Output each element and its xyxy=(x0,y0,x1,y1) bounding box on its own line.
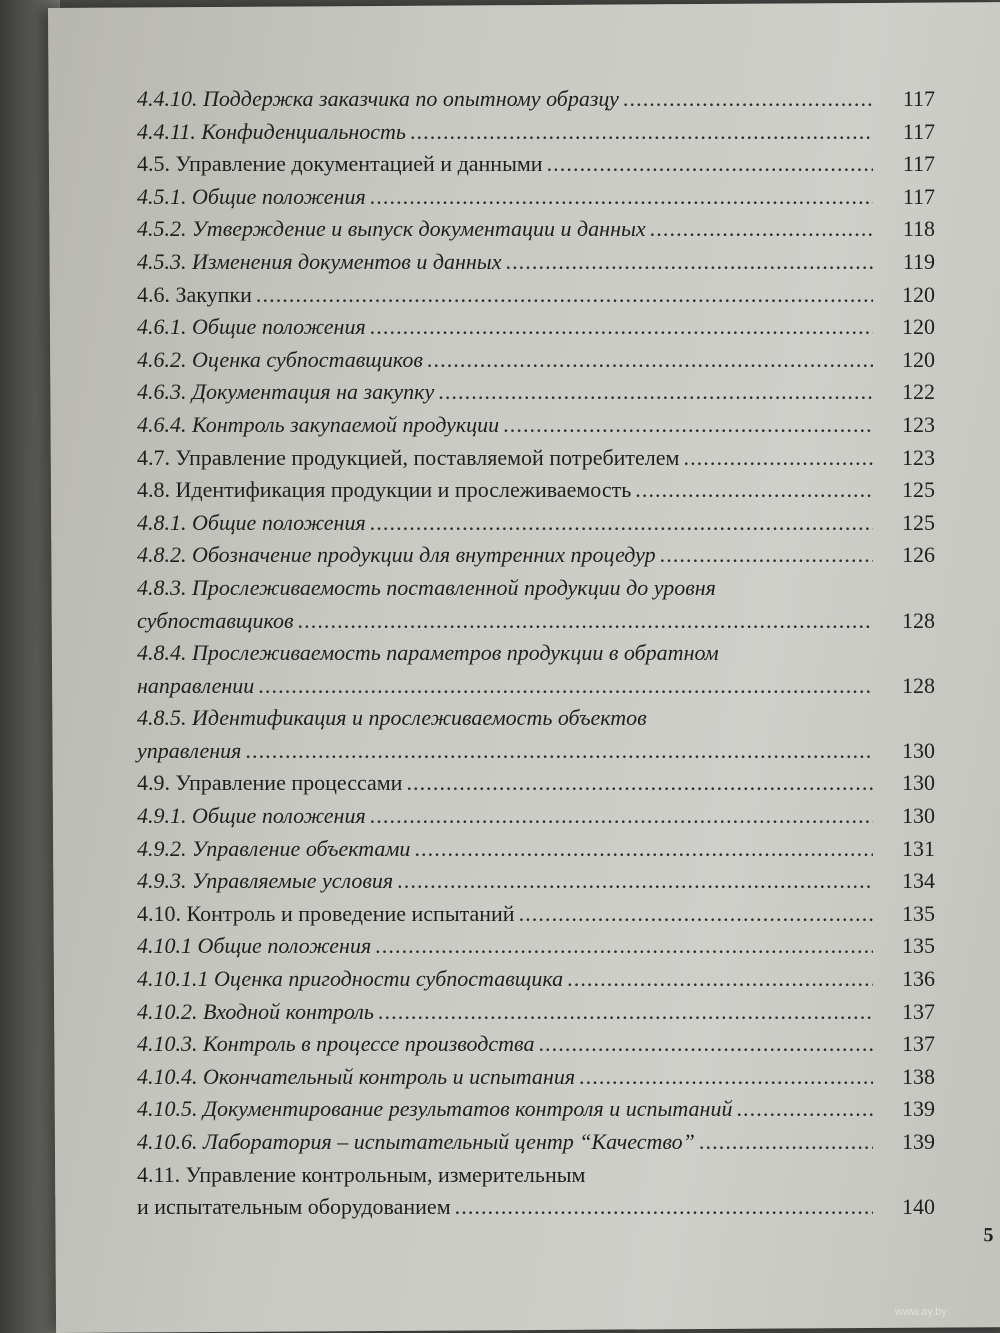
toc-entry xyxy=(137,345,937,375)
toc-entry-page: 117 xyxy=(902,151,935,177)
toc-dot-leader xyxy=(427,345,873,375)
toc-entry xyxy=(137,117,937,147)
toc-entry-page: 137 xyxy=(902,998,935,1024)
toc-entry-title: 4.5.2. Утверждение и выпуск документации и данных xyxy=(137,216,646,242)
toc-entry-title: 4.6.4. Контроль закупаемой продукции xyxy=(137,411,500,437)
watermark: www.ay.by xyxy=(895,1306,947,1318)
toc-entry xyxy=(137,866,937,896)
toc-entry xyxy=(137,899,937,929)
toc-dot-leader xyxy=(547,149,873,179)
toc-entry-page: 128 xyxy=(902,607,935,633)
toc-entry-title: 4.5.1. Общие положения xyxy=(137,183,366,209)
toc-entry-first-line: 4.8.4. Прослеживаемость параметров продукции в обратном xyxy=(137,640,719,666)
toc-entry-page: 117 xyxy=(902,183,935,209)
toc-entry-page: 118 xyxy=(902,216,935,242)
toc-entry-page: 126 xyxy=(902,542,935,568)
toc-dot-leader xyxy=(567,964,873,994)
toc-entry-page: 120 xyxy=(902,281,935,307)
toc-entry xyxy=(137,1127,937,1157)
toc-entry-first-line: 4.8.3. Прослеживаемость поставленной продукции до уровня xyxy=(137,574,716,600)
toc-entry xyxy=(137,801,937,831)
toc-entry-page: 135 xyxy=(902,933,935,959)
toc-dot-leader xyxy=(623,84,873,114)
toc-entry-title: 4.7. Управление продукцией, поставляемой потребителем xyxy=(137,444,680,470)
toc-entry xyxy=(137,1029,937,1059)
toc-entry-title: 4.10.4. Окончательный контроль и испытания xyxy=(137,1063,576,1089)
toc-dot-leader xyxy=(410,117,873,147)
toc-dot-leader xyxy=(699,1127,873,1157)
toc-entry-title: 4.10.1.1 Оценка пригодности субпоставщика xyxy=(137,966,564,992)
toc-dot-leader xyxy=(370,182,873,212)
toc-dot-leader xyxy=(683,443,873,473)
toc-entry-title: 4.8. Идентификация продукции и прослеживаемость xyxy=(137,477,632,503)
toc-entry-page: 140 xyxy=(902,1194,935,1220)
toc-dot-leader xyxy=(298,606,873,636)
toc-dot-leader xyxy=(660,540,873,570)
toc-entry-page: 136 xyxy=(902,966,935,992)
toc-entry xyxy=(137,964,937,994)
toc-entry xyxy=(137,475,937,505)
toc-dot-leader xyxy=(375,931,873,961)
toc-entry xyxy=(137,671,937,701)
toc-entry-page: 137 xyxy=(902,1031,935,1057)
toc-entry-title: 4.6.3. Документация на закупку xyxy=(137,379,435,405)
toc-entry xyxy=(137,931,937,961)
toc-entry xyxy=(137,247,937,277)
toc-dot-leader xyxy=(370,508,873,538)
toc-entry xyxy=(137,214,937,244)
toc-dot-leader xyxy=(505,247,873,277)
toc-entry-page: 123 xyxy=(902,411,935,437)
toc-entry-first-line: 4.8.5. Идентификация и прослеживаемость объектов xyxy=(137,705,647,731)
toc-entry-title: и испытательным оборудованием xyxy=(137,1194,451,1220)
toc-entry-title: управления xyxy=(137,737,242,763)
toc-entry-title: 4.10.3. Контроль в процессе производства xyxy=(137,1031,535,1057)
toc-entry xyxy=(137,540,937,570)
toc-entry-page: 119 xyxy=(902,248,935,274)
toc-entry-title: субпоставщиков xyxy=(137,607,294,633)
toc-entry xyxy=(137,410,937,440)
toc-entry-title: 4.9.3. Управляемые условия xyxy=(137,868,394,894)
toc-dot-leader xyxy=(635,475,873,505)
toc-dot-leader xyxy=(503,410,873,440)
toc-dot-leader xyxy=(455,1192,873,1222)
toc-dot-leader xyxy=(438,377,873,407)
toc-entry xyxy=(137,736,937,766)
toc-dot-leader xyxy=(370,801,873,831)
toc-entry-title: 4.6. Закупки xyxy=(137,281,252,307)
table-of-contents xyxy=(137,84,937,1225)
toc-entry-title: 4.10.5. Документирование результатов контроля и испытаний xyxy=(137,1096,733,1122)
toc-entry-page: 123 xyxy=(902,444,935,470)
toc-entry-title: 4.4.11. Конфиденциальность xyxy=(137,118,406,144)
toc-entry xyxy=(137,280,937,310)
toc-entry-title: 4.9. Управление процессами xyxy=(137,770,403,796)
toc-entry xyxy=(137,84,937,114)
toc-entry xyxy=(137,377,937,407)
page-number: 5 xyxy=(983,1224,994,1247)
toc-entry-page: 139 xyxy=(902,1096,935,1122)
toc-entry-page: 122 xyxy=(902,379,935,405)
toc-entry-page: 120 xyxy=(902,346,935,372)
toc-entry-page: 134 xyxy=(902,868,935,894)
toc-entry xyxy=(137,182,937,212)
toc-entry-title: 4.6.1. Общие положения xyxy=(137,314,366,340)
toc-entry-page: 135 xyxy=(902,900,935,926)
toc-entry-page: 138 xyxy=(902,1063,935,1089)
toc-entry-page: 131 xyxy=(902,835,935,861)
toc-entry-page: 128 xyxy=(902,672,935,698)
toc-dot-leader xyxy=(519,899,873,929)
toc-dot-leader xyxy=(378,997,873,1027)
toc-entry-title: направлении xyxy=(137,672,255,698)
toc-entry xyxy=(137,1192,937,1222)
toc-dot-leader xyxy=(579,1062,873,1092)
toc-dot-leader xyxy=(258,671,873,701)
toc-entry-page: 139 xyxy=(902,1129,935,1154)
toc-entry-title: 4.8.1. Общие положения xyxy=(137,509,366,535)
toc-dot-leader xyxy=(538,1029,873,1059)
toc-entry xyxy=(137,1062,937,1092)
toc-dot-leader xyxy=(256,280,873,310)
toc-entry-title: 4.4.10. Поддержка заказчика по опытному образцу xyxy=(137,86,619,111)
toc-entry-title: 4.5. Управление документацией и данными xyxy=(137,151,543,177)
toc-entry-page: 125 xyxy=(902,477,935,503)
toc-dot-leader xyxy=(245,736,873,766)
toc-entry xyxy=(137,312,937,342)
toc-entry xyxy=(137,508,937,538)
toc-dot-leader xyxy=(406,768,873,798)
toc-entry-title: 4.9.1. Общие положения xyxy=(137,803,366,829)
toc-entry xyxy=(137,443,937,473)
toc-entry xyxy=(137,997,937,1027)
toc-entry xyxy=(137,1094,937,1124)
toc-entry-page: 117 xyxy=(902,86,935,111)
toc-dot-leader xyxy=(736,1094,873,1124)
toc-entry-first-line: 4.11. Управление контрольным, измерительным xyxy=(137,1161,586,1187)
toc-dot-leader xyxy=(414,834,873,864)
toc-entry-page: 130 xyxy=(902,737,935,763)
toc-entry-title: 4.10.2. Входной контроль xyxy=(137,998,374,1024)
toc-entry xyxy=(137,768,937,798)
toc-entry-title: 4.10. Контроль и проведение испытаний xyxy=(137,900,515,926)
toc-entry-title: 4.10.1 Общие положения xyxy=(137,933,372,959)
toc-entry-page: 130 xyxy=(902,770,935,796)
toc-entry xyxy=(137,834,937,864)
toc-entry-title: 4.5.3. Изменения документов и данных xyxy=(137,248,502,274)
toc-entry xyxy=(137,149,937,179)
toc-entry-title: 4.9.2. Управление объектами xyxy=(137,835,411,861)
toc-entry-page: 125 xyxy=(902,509,935,535)
toc-dot-leader xyxy=(370,312,873,342)
toc-entry-page: 117 xyxy=(902,118,935,144)
toc-entry xyxy=(137,606,937,636)
toc-entry-title: 4.8.2. Обозначение продукции для внутренних процедур xyxy=(137,542,656,568)
toc-dot-leader xyxy=(650,214,873,244)
toc-entry-title: 4.6.2. Оценка субпоставщиков xyxy=(137,346,423,372)
toc-entry-page: 130 xyxy=(902,803,935,829)
toc-entry-title: 4.10.6. Лаборатория – испытательный центр “Качество” xyxy=(137,1129,695,1154)
toc-dot-leader xyxy=(397,866,873,896)
toc-entry-page: 120 xyxy=(902,314,935,340)
